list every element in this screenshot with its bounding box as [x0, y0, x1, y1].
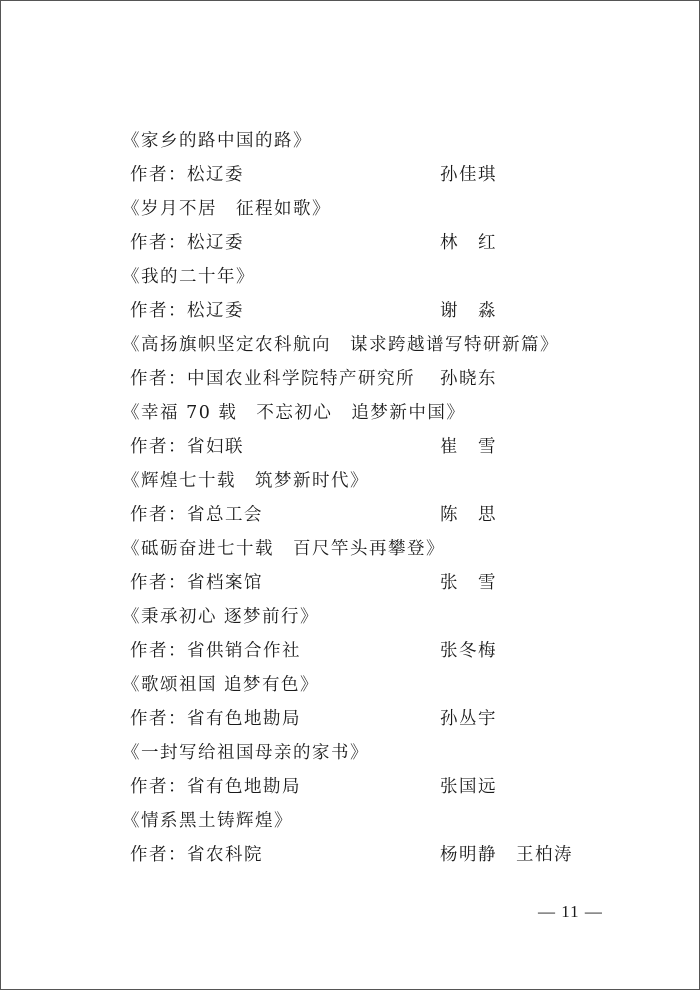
author-name: 孙丛宇: [440, 709, 497, 729]
entry-author-row: [130, 770, 650, 804]
author-name: 孙晓东: [440, 369, 497, 389]
author-org: 作者：省妇联: [130, 437, 244, 457]
author-name: 谢 淼: [440, 301, 497, 321]
entry-title: 《高扬旗帜坚定农科航向 谋求跨越谱写特研新篇》: [122, 335, 559, 355]
entry-title: 《我的二十年》: [122, 267, 255, 287]
entry-author-row: [130, 362, 650, 396]
author-org: 作者：松辽委: [130, 301, 244, 321]
entry-title: 《一封写给祖国母亲的家书》: [122, 743, 369, 763]
author-name: 张国远: [440, 777, 497, 797]
entry-title: 《秉承初心 逐梦前行》: [122, 607, 320, 627]
author-org: 作者：省有色地勘局: [130, 777, 301, 797]
entry-list: [122, 124, 650, 872]
entry-title: 《幸福 70 载 不忘初心 追梦新中国》: [122, 403, 466, 423]
entry-title: 《情系黑土铸辉煌》: [122, 811, 293, 831]
entry-author-row: [130, 430, 650, 464]
page-number: — 11 —: [538, 902, 603, 921]
author-org: 作者：省总工会: [130, 505, 263, 525]
entry-author-row: [130, 158, 650, 192]
author-org: 作者：省农科院: [130, 845, 263, 865]
entry-author-row: [130, 566, 650, 600]
author-name: 林 红: [440, 233, 497, 253]
entry-author-row: [130, 498, 650, 532]
entry-title: 《岁月不居 征程如歌》: [122, 199, 331, 219]
entry-title: 《歌颂祖国 追梦有色》: [122, 675, 320, 695]
author-name: 张冬梅: [440, 641, 497, 661]
author-org: 作者：松辽委: [130, 165, 244, 185]
author-org: 作者：省有色地勘局: [130, 709, 301, 729]
entry-author-row: [130, 702, 650, 736]
author-org: 作者：省供销合作社: [130, 641, 301, 661]
author-org: 作者：中国农业科学院特产研究所: [130, 369, 415, 389]
author-org: 作者：松辽委: [130, 233, 244, 253]
author-name: 杨明静 王柏涛: [440, 845, 573, 865]
entry-title: 《砥砺奋进七十载 百尺竿头再攀登》: [122, 539, 445, 559]
author-name: 张 雪: [440, 573, 497, 593]
entry-title: 《辉煌七十载 筑梦新时代》: [122, 471, 369, 491]
author-name: 崔 雪: [440, 437, 497, 457]
entry-title: 《家乡的路中国的路》: [122, 131, 312, 151]
entry-author-row: [130, 838, 650, 872]
entry-author-row: [130, 294, 650, 328]
entry-author-row: [130, 226, 650, 260]
entry-author-row: [130, 634, 650, 668]
author-org: 作者：省档案馆: [130, 573, 263, 593]
author-name: 陈 思: [440, 505, 497, 525]
author-name: 孙佳琪: [440, 165, 497, 185]
